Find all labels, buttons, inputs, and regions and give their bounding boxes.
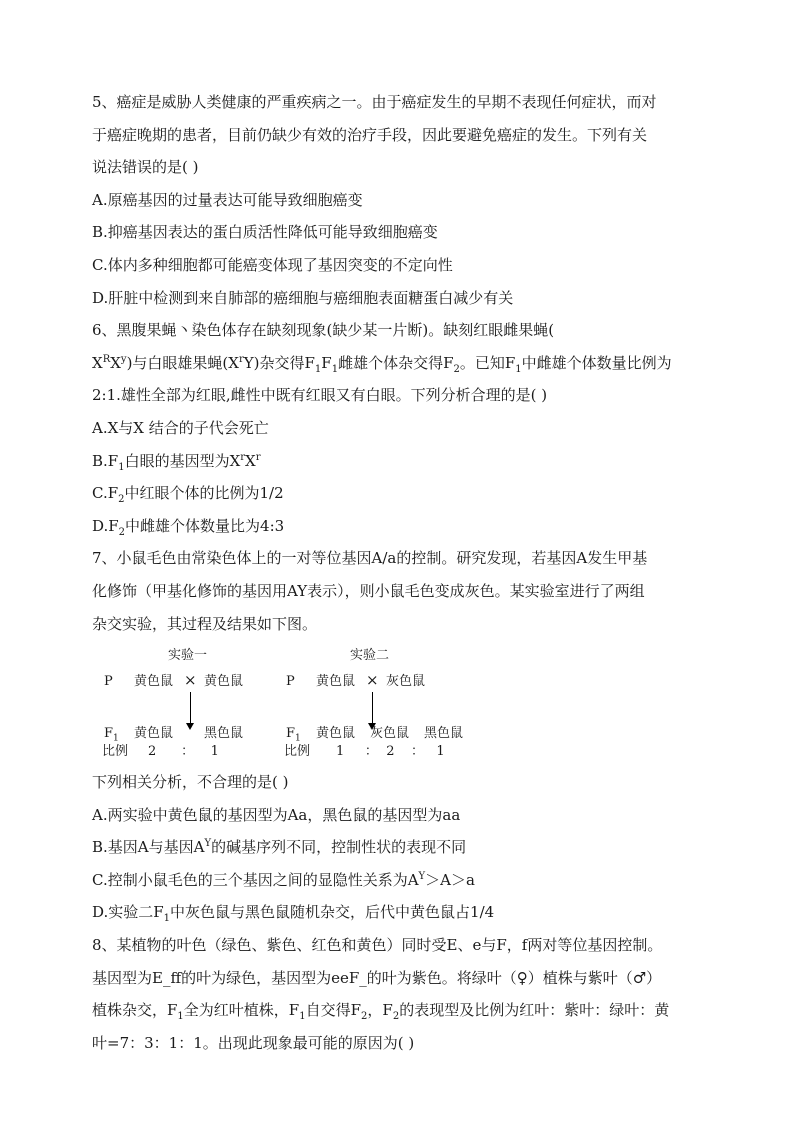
- exp2-child-1: 黄色鼠: [316, 726, 356, 742]
- exp1-title: 实验一: [168, 648, 208, 664]
- q7-option-c: C.控制小鼠毛色的三个基因之间的显隐性关系为$A^Y>A>a$: [92, 870, 475, 889]
- q7-option-d: D.实验二$F_1$中灰色鼠与黑色鼠随机杂交，后代中黄色鼠占1/4: [92, 903, 495, 925]
- q5-option-c: C.体内多种细胞都可能癌变体现了基因突变的不定向性: [92, 255, 453, 274]
- exp2-child-3: 黑色鼠: [424, 726, 464, 742]
- exp2-ratio: 1 ： 2 ： 1: [336, 744, 445, 760]
- exp2-parent-2: 灰色鼠: [386, 674, 426, 690]
- exp2-f1-label: $F_1$: [286, 726, 301, 744]
- q7-stem-line-2: 化修饰（甲基化修饰的基因用AY表示），则小鼠毛色变成灰色。某实验室进行了两组: [92, 581, 645, 600]
- exp1-parent-1: 黄色鼠: [134, 674, 174, 690]
- exp1-ratio-label: 比例: [102, 744, 129, 760]
- q5-option-a: A.原癌基因的过量表达可能导致细胞癌变: [92, 190, 363, 209]
- exp2-parent-1: 黄色鼠: [316, 674, 356, 690]
- q7-stem-line-3: 杂交实验，其过程及结果如下图。: [92, 614, 318, 633]
- exp2-cross-sign: ×: [366, 671, 379, 690]
- exp2-ratio-label: 比例: [284, 744, 311, 760]
- exp1-child-2: 黑色鼠: [204, 726, 244, 742]
- q6-stem-line-1: 6、黑腹果蝇丶染色体存在缺刻现象(缺少某一片断)。缺刻红眼雌果蝇(: [92, 321, 555, 340]
- q6-option-d: $D.F_2$中雌雄个体数量比为4:3: [92, 516, 285, 538]
- exp1-f1-label: $F_1$: [104, 726, 119, 744]
- q5-option-d: D.肝脏中检测到来自肺部的癌细胞与癌细胞表面糖蛋白减少有关: [92, 288, 514, 307]
- exp1-parent-2: 黄色鼠: [204, 674, 244, 690]
- exp1-arrow-line: [190, 692, 191, 724]
- q8-stem-line-2: 基因型为E_ff的叶为绿色，基因型为eeF_的叶为紫色。将绿叶（♀）植株与紫叶（♂）: [92, 968, 662, 987]
- q7-option-b: B.基因A与基因$A^Y$的碱基序列不同，控制性状的表现不同: [92, 838, 467, 857]
- q6-option-a: A.X与X 结合的子代会死亡: [92, 418, 269, 437]
- q5-stem-line-2: 于癌症晚期的患者，目前仍缺少有效的治疗手段，因此要避免癌症的发生。下列有关: [92, 125, 648, 144]
- exp1-p-label: P: [104, 674, 113, 690]
- exp1-child-1: 黄色鼠: [134, 726, 174, 742]
- exp1-ratio: 2 ： 1: [148, 744, 219, 760]
- q7-question: 下列相关分析，不合理的是( ): [92, 773, 289, 792]
- exp2-title: 实验二: [350, 648, 390, 664]
- q6-stem-line-2: $X^RX^y$)与白眼雄果蝇$(X^rY)$杂交得$F_1F_1$雌雄个体杂交得$F_2$。已知$F_1$中雌雄个体数量比例为: [92, 353, 672, 375]
- q5-option-b: B.抑癌基因表达的蛋白质活性降低可能导致细胞癌变: [92, 223, 438, 242]
- q5-stem-line-3: 说法错误的是( ): [92, 158, 199, 177]
- q8-stem-line-1: 8、某植物的叶色（绿色、紫色、红色和黄色）同时受E、e与F，f两对等位基因控制。: [92, 936, 663, 955]
- exp2-child-2: 灰色鼠: [370, 726, 410, 742]
- q6-stem-line-3: 2:1.雄性全部为红眼,雌性中既有红眼又有白眼。下列分析合理的是( ): [92, 386, 548, 405]
- q6-option-b: $B.F_1$白眼的基因型为$X^rX^r$: [92, 451, 261, 473]
- exp2-arrow-line: [372, 692, 373, 724]
- q6-option-c: $C.F_2$中红眼个体的比例为1/2: [92, 484, 284, 506]
- exp2-p-label: P: [286, 674, 295, 690]
- exp1-cross-sign: ×: [184, 671, 197, 690]
- q8-stem-line-3: 植株杂交，$F_1$全为红叶植株，$F_1$自交得$F_2$，$F_2$的表现型及比例为红叶：紫叶：绿叶：黄: [92, 1001, 670, 1023]
- q7-stem-line-1: 7、小鼠毛色由常染色体上的一对等位基因A/a的控制。研究发现，若基因A发生甲基: [92, 549, 648, 568]
- cross-experiment-diagram: [92, 646, 712, 762]
- document-page: [92, 92, 712, 1065]
- q7-option-a: A.两实验中黄色鼠的基因型为Aa，黑色鼠的基因型为aa: [92, 805, 461, 824]
- q5-stem-line-1: 5、癌症是威胁人类健康的严重疾病之一。由于癌症发生的早期不表现任何症状，而对: [92, 93, 657, 111]
- q8-stem-line-4: 叶=7：3：1：1。出现此现象最可能的原因为( ): [92, 1033, 415, 1052]
- exp1-arrow-head: [186, 723, 194, 730]
